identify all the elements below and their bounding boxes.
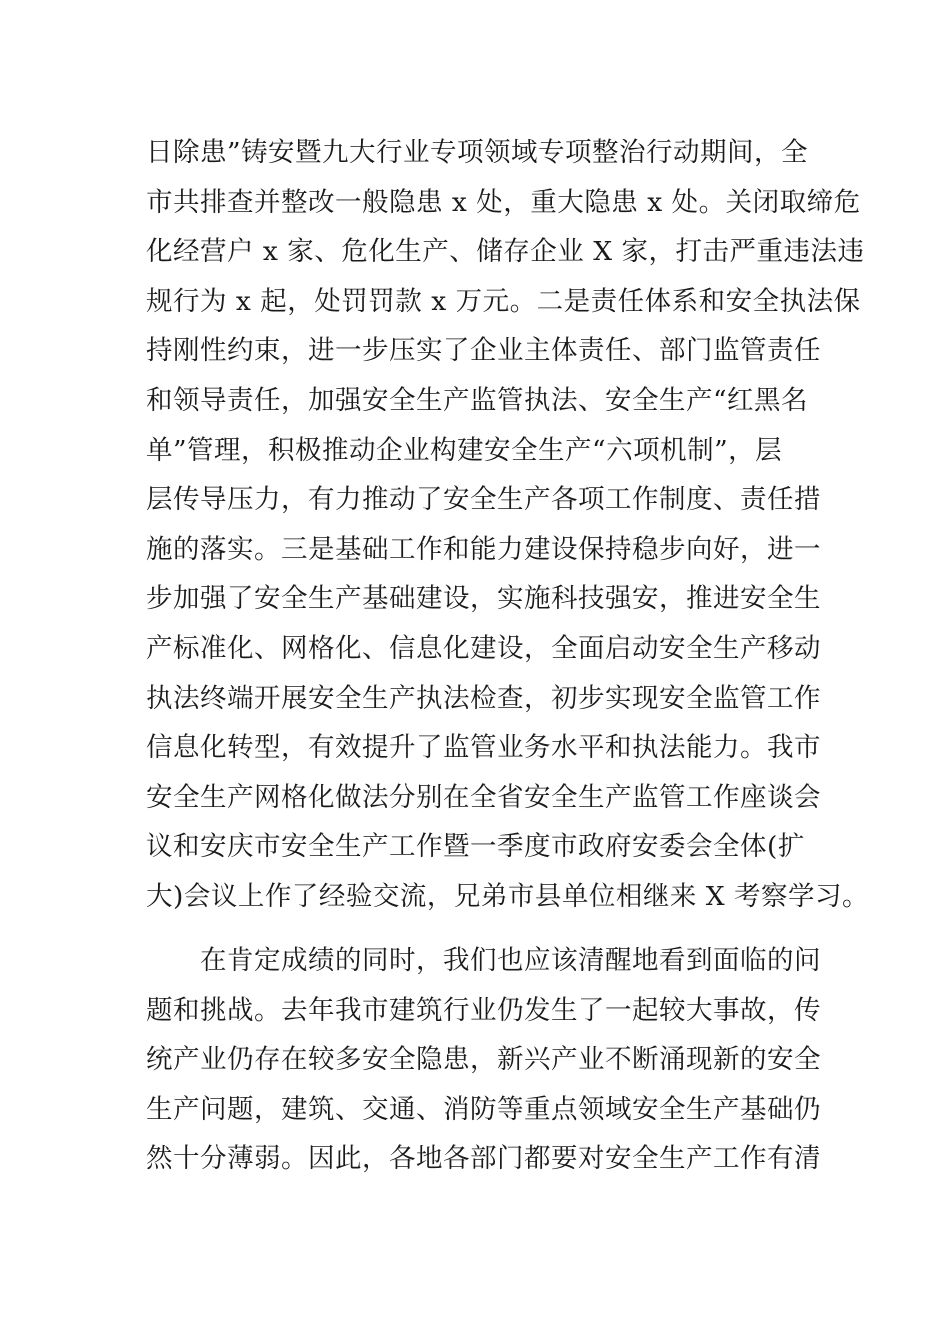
text-line: 规行为 x 起，处罚罚款 x 万元。二是责任体系和安全执法保 xyxy=(146,285,861,317)
text-line: 安全生产网格化做法分别在全省安全生产监管工作座谈会 xyxy=(146,781,821,813)
text-line: 信息化转型，有效提升了监管业务水平和执法能力。我市 xyxy=(146,732,821,764)
text-line: 大)会议上作了经验交流，兄弟市县单位相继来 X 考察学习。 xyxy=(146,880,870,912)
paragraph-achievements xyxy=(146,128,870,922)
text-line: 市共排查并整改一般隐患 x 处，重大隐患 x 处。关闭取缔危 xyxy=(146,186,861,218)
text-line: 题和挑战。去年我市建筑行业仍发生了一起较大事故，传 xyxy=(146,994,821,1026)
text-line: 化经营户 x 家、危化生产、储存企业 X 家，打击严重违法违 xyxy=(146,236,865,268)
paragraph-challenges xyxy=(146,936,821,1184)
text-line: 议和安庆市安全生产工作暨一季度市政府安委会全体(扩 xyxy=(146,831,805,863)
text-line: 生产问题，建筑、交通、消防等重点领域安全生产基础仍 xyxy=(146,1093,821,1125)
text-line: 施的落实。三是基础工作和能力建设保持稳步向好，进一 xyxy=(146,533,821,565)
text-line: 持刚性约束，进一步压实了企业主体责任、部门监管责任 xyxy=(146,335,821,367)
text-line: 在肯定成绩的同时，我们也应该清醒地看到面临的问 xyxy=(146,945,821,976)
text-line: 执法终端开展安全生产执法检查，初步实现安全监管工作 xyxy=(146,682,821,714)
text-line: 单”管理，积极推动企业构建安全生产“六项机制”，层 xyxy=(146,434,783,466)
text-line: 日除患”铸安暨九大行业专项领域专项整治行动期间，全 xyxy=(146,137,809,168)
text-line: 统产业仍存在较多安全隐患，新兴产业不断涌现新的安全 xyxy=(146,1044,821,1076)
text-line: 然十分薄弱。因此，各地各部门都要对安全生产工作有清 xyxy=(146,1143,821,1175)
text-line: 产标准化、网格化、信息化建设，全面启动安全生产移动 xyxy=(146,632,821,664)
text-line: 和领导责任，加强安全生产监管执法、安全生产“红黑名 xyxy=(146,384,809,416)
text-line: 层传导压力，有力推动了安全生产各项工作制度、责任措 xyxy=(146,484,821,516)
text-line: 步加强了安全生产基础建设，实施科技强安，推进安全生 xyxy=(146,583,821,615)
